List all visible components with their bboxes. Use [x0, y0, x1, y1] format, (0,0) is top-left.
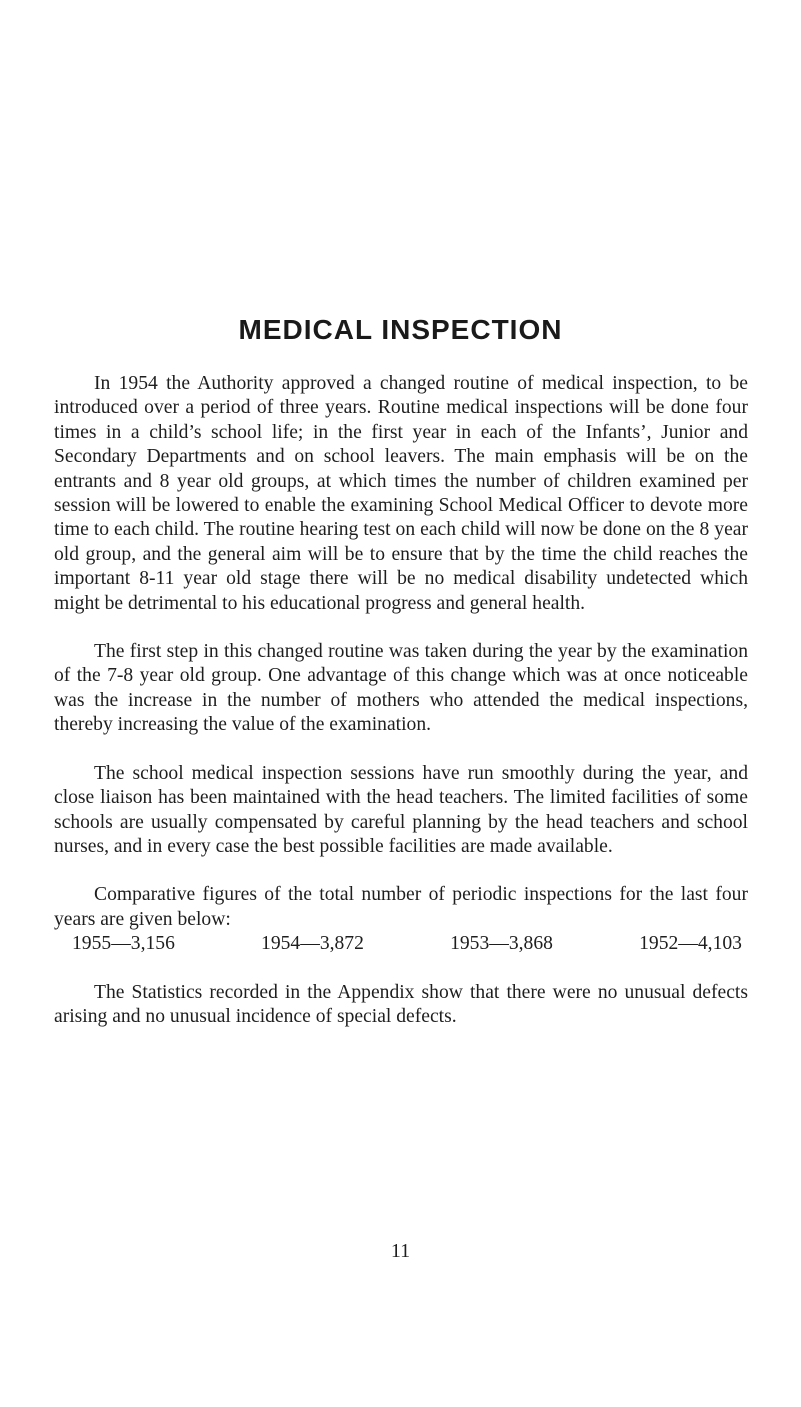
inspection-figures-row — [54, 932, 748, 956]
paragraph-first-step: The first step in this changed routine was taken during the year by the examination of the 7-8 year old group. One advantage of this change which was at once noticeable was the increase in the number of mothers who attended the medical inspections, thereby increasing the value of the examination. — [54, 641, 748, 736]
paragraph-statistics: The Statistics recorded in the Appendix show that there were no unusual defects arising and no unusual incidence of special defects. — [54, 981, 748, 1027]
figure-1955: 1955—3,156 — [72, 933, 175, 955]
figure-1953: 1953—3,868 — [450, 933, 553, 955]
paragraph-comparative-figures: Comparative figures of the total number of periodic inspections for the last four years are given below: — [54, 884, 748, 930]
paragraph-inspection-sessions: The school medical inspection sessions have run smoothly during the year, and close liaison has been maintained with the head teachers. The limited facilities of some schools are usually compensated by careful planning by the head teachers and school nurses, and in every case the best possible facilities are made available. — [54, 762, 748, 857]
body-text — [54, 372, 748, 1053]
figure-1954: 1954—3,872 — [261, 933, 364, 955]
page-number: 11 — [390, 1240, 411, 1262]
figure-1952: 1952—4,103 — [639, 933, 742, 955]
page-title: MEDICAL INSPECTION — [238, 314, 563, 345]
paragraph-routine-change: In 1954 the Authority approved a changed routine of medical inspection, to be introduced over a period of three years. Routine medical inspections will be done four times in a child’s school life; in the first year in each of the Infants’, Junior and Secondary Departments and on school leavers. The main emphasis will be on the entrants and 8 year old groups, at which times the number of children examined per session will be lowered to enable the examining School Medical Officer to devote more time to each child. The routine hearing test on each child will now be done on the 8 year old group, and the general aim will be to ensure that by the time the child reaches the important 8-11 year old stage there will be no medical disability undetected which might be detrimental to his educational progress and general health. — [54, 373, 748, 614]
